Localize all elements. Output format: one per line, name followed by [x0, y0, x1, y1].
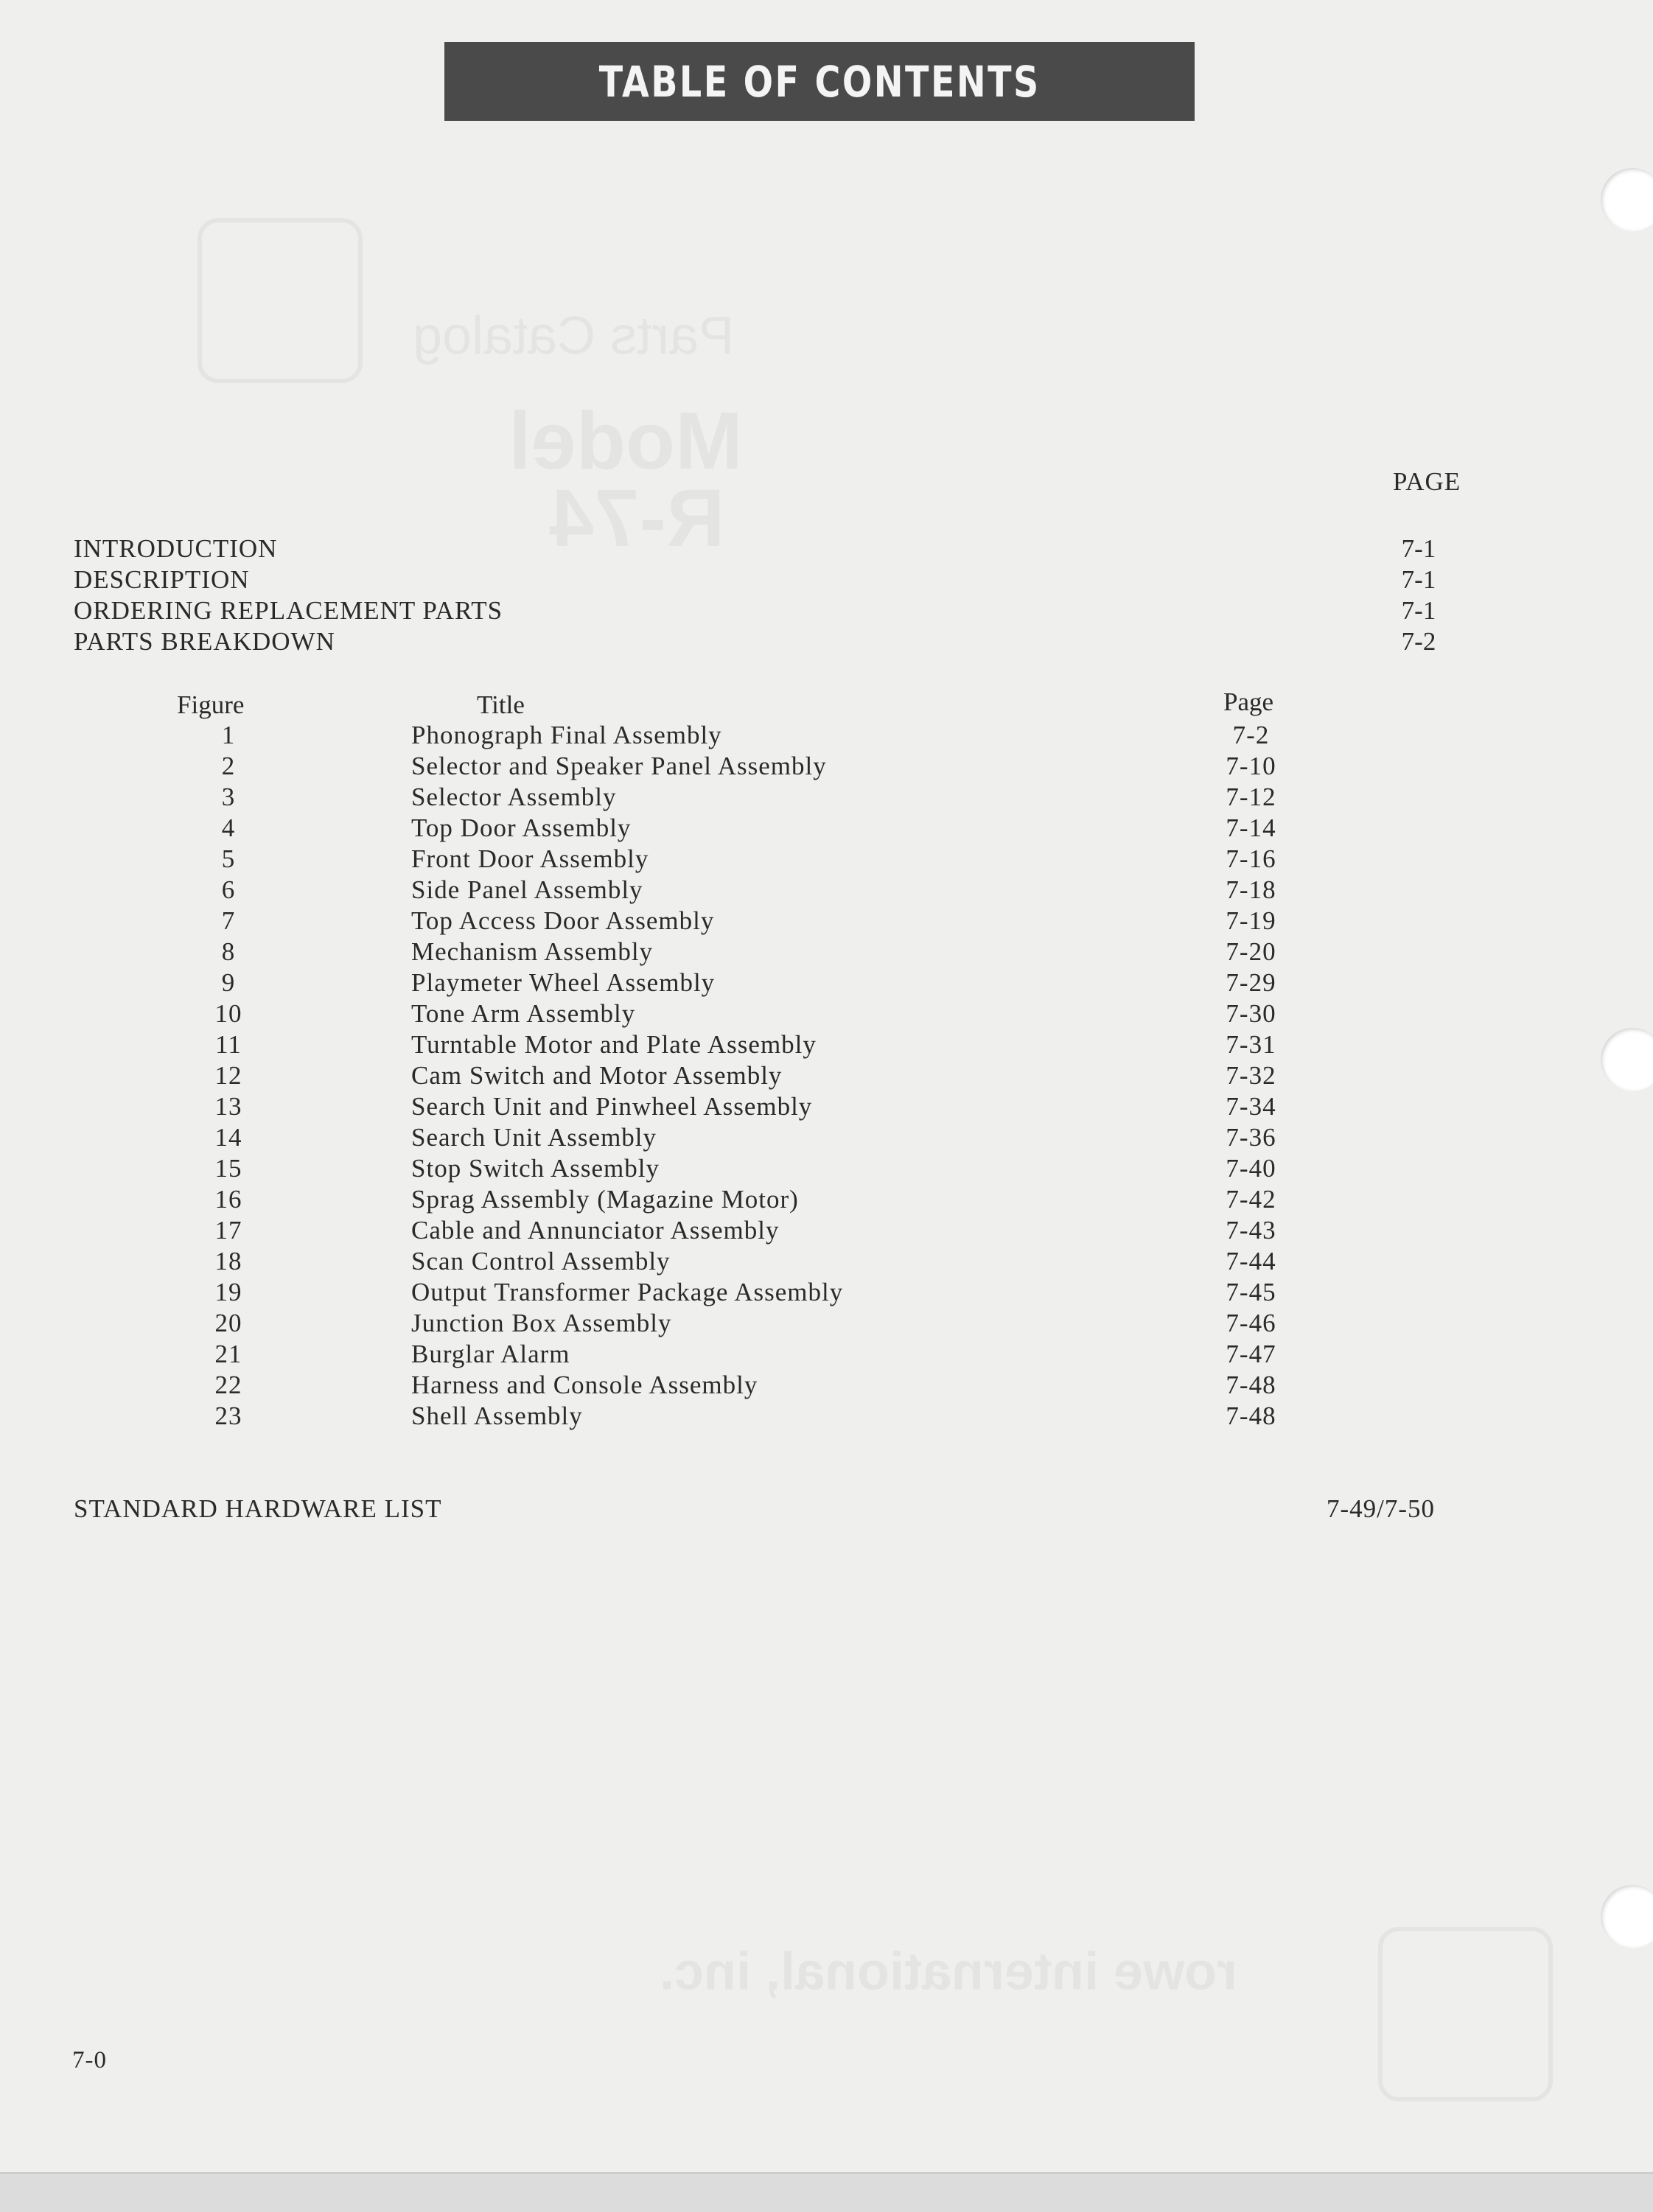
figure-page: 7-32 [1226, 1061, 1276, 1090]
figure-page: 7-46 [1226, 1309, 1276, 1337]
table-row [0, 751, 1653, 782]
figure-page: 7-42 [1226, 1185, 1276, 1214]
figure-title: Front Door Assembly [411, 844, 649, 873]
figure-page: 7-36 [1226, 1123, 1276, 1152]
figure-number: 2 [221, 752, 236, 780]
table-row [0, 844, 1653, 875]
bleed-through-logo-top [198, 218, 363, 383]
page-number: 7-0 [72, 2047, 107, 2073]
figure-page: 7-45 [1226, 1278, 1276, 1306]
figure-page: 7-18 [1226, 875, 1276, 904]
section-page: 7-1 [1401, 534, 1436, 563]
section-page: 7-1 [1401, 565, 1436, 594]
table-row [0, 967, 1653, 998]
table-row [0, 1153, 1653, 1184]
figure-title: Top Access Door Assembly [411, 906, 715, 935]
figure-title: Mechanism Assembly [411, 937, 654, 966]
figure-page: 7-44 [1226, 1247, 1276, 1275]
table-row [0, 1401, 1653, 1432]
figure-title: Phonograph Final Assembly [411, 721, 722, 749]
figure-title: Sprag Assembly (Magazine Motor) [411, 1185, 799, 1214]
table-row [0, 998, 1653, 1029]
figure-number: 11 [215, 1030, 242, 1059]
page-column-header-figures: Page [1223, 687, 1274, 716]
table-row [0, 906, 1653, 937]
figure-title: Side Panel Assembly [411, 875, 643, 904]
figure-number: 7 [221, 906, 236, 935]
binder-hole-bottom [1601, 1885, 1653, 1948]
bleed-through-model-number [549, 472, 724, 565]
figure-number: 4 [221, 813, 236, 842]
figure-title: Selector Assembly [411, 783, 617, 811]
figure-number: 19 [214, 1278, 242, 1306]
section-description: DESCRIPTION [74, 565, 250, 594]
section-page: 7-1 [1401, 596, 1436, 625]
figure-page: 7-2 [1232, 721, 1270, 749]
scanner-bed-edge [0, 2172, 1653, 2212]
table-row [0, 813, 1653, 844]
section-parts-breakdown: PARTS BREAKDOWN [74, 627, 335, 656]
figure-page: 7-10 [1226, 752, 1276, 780]
title-column-header: Title [477, 690, 525, 719]
figure-page: 7-20 [1226, 937, 1276, 966]
table-row [0, 1370, 1653, 1401]
figure-number: 6 [221, 875, 236, 904]
figure-page: 7-48 [1226, 1401, 1276, 1430]
figure-number: 8 [221, 937, 236, 966]
table-row [0, 1215, 1653, 1246]
section-ordering-replacement-parts: ORDERING REPLACEMENT PARTS [74, 596, 503, 625]
figure-number: 10 [214, 999, 242, 1028]
figure-number: 16 [214, 1185, 242, 1214]
standard-hardware-list: STANDARD HARDWARE LIST [74, 1494, 442, 1523]
table-row [0, 1277, 1653, 1308]
figure-number: 1 [221, 721, 236, 749]
section-introduction: INTRODUCTION [74, 534, 278, 563]
figure-page: 7-14 [1226, 813, 1276, 842]
figure-page: 7-19 [1226, 906, 1276, 935]
figure-title: Top Door Assembly [411, 813, 632, 842]
figure-title: Junction Box Assembly [411, 1309, 672, 1337]
figure-number: 5 [221, 844, 236, 873]
figure-page: 7-34 [1226, 1092, 1276, 1121]
table-row [0, 1308, 1653, 1339]
standard-hardware-page: 7-49/7-50 [1327, 1494, 1436, 1523]
table-row [0, 1091, 1653, 1122]
figure-title: Stop Switch Assembly [411, 1154, 660, 1183]
table-row [0, 1246, 1653, 1277]
figure-title: Scan Control Assembly [411, 1247, 671, 1275]
figure-page: 7-43 [1226, 1216, 1276, 1245]
bleed-through-company [660, 1942, 1237, 2002]
bleed-through-logo-bottom [1378, 1927, 1553, 2101]
table-row [0, 937, 1653, 967]
table-row [0, 1122, 1653, 1153]
figure-title: Cam Switch and Motor Assembly [411, 1061, 783, 1090]
figure-number: 14 [214, 1123, 242, 1152]
figure-number: 21 [214, 1340, 242, 1368]
figure-page: 7-29 [1226, 968, 1276, 997]
figure-number: 17 [214, 1216, 242, 1245]
figure-number: 9 [221, 968, 236, 997]
figure-title: Playmeter Wheel Assembly [411, 968, 716, 997]
figure-title: Turntable Motor and Plate Assembly [411, 1030, 817, 1059]
figure-title: Selector and Speaker Panel Assembly [411, 752, 827, 780]
figure-page: 7-48 [1226, 1371, 1276, 1399]
figure-page: 7-40 [1226, 1154, 1276, 1183]
bleed-through-catalog [413, 306, 734, 366]
table-row [0, 1339, 1653, 1370]
table-row [0, 782, 1653, 813]
figure-page: 7-47 [1226, 1340, 1276, 1368]
figure-title: Output Transformer Package Assembly [411, 1278, 844, 1306]
figure-page: 7-16 [1226, 844, 1276, 873]
figure-number: 18 [214, 1247, 242, 1275]
section-list [74, 533, 503, 657]
figure-column-header: Figure [177, 690, 245, 719]
figure-page: 7-30 [1226, 999, 1276, 1028]
figure-number: 3 [221, 783, 236, 811]
binder-hole-top [1601, 168, 1653, 231]
figure-title: Tone Arm Assembly [411, 999, 636, 1028]
section-page-list [1378, 533, 1459, 657]
table-row [0, 1184, 1653, 1215]
figure-page: 7-12 [1226, 783, 1276, 811]
figure-number: 15 [214, 1154, 242, 1183]
figure-number: 13 [214, 1092, 242, 1121]
figure-title: Search Unit and Pinwheel Assembly [411, 1092, 813, 1121]
figure-number: 12 [214, 1061, 242, 1090]
page-column-header: PAGE [1393, 467, 1461, 496]
figure-title: Search Unit Assembly [411, 1123, 657, 1152]
figure-page: 7-31 [1226, 1030, 1276, 1059]
page-title: TABLE OF CONTENTS [598, 56, 1041, 107]
table-row [0, 720, 1653, 751]
table-row [0, 875, 1653, 906]
table-row [0, 1029, 1653, 1060]
figure-number: 23 [214, 1401, 242, 1430]
figure-title: Harness and Console Assembly [411, 1371, 758, 1399]
figure-title: Shell Assembly [411, 1401, 583, 1430]
figure-title: Burglar Alarm [411, 1340, 570, 1368]
figure-title: Cable and Annunciator Assembly [411, 1216, 780, 1245]
table-row [0, 1060, 1653, 1091]
figure-number: 20 [214, 1309, 242, 1337]
section-page: 7-2 [1401, 627, 1436, 656]
figure-number: 22 [214, 1371, 242, 1399]
title-banner [444, 42, 1195, 121]
